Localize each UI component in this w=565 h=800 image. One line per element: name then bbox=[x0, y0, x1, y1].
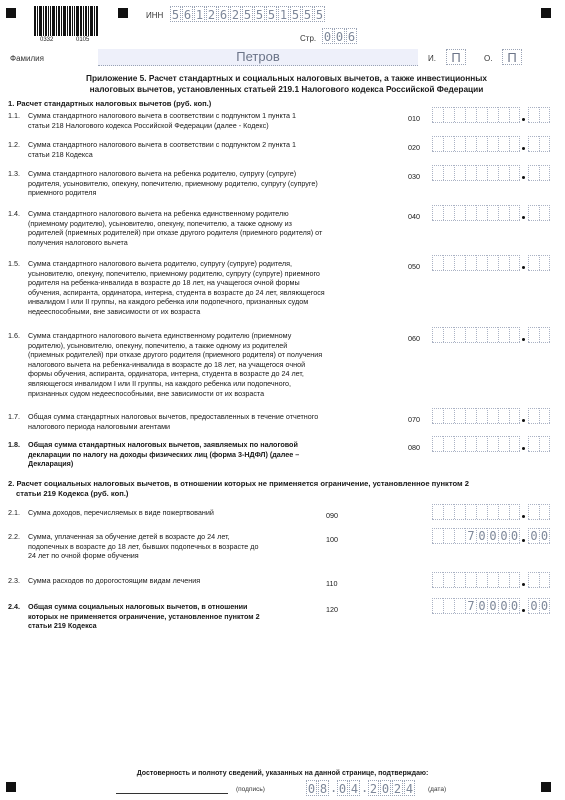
row-description bbox=[28, 602, 318, 631]
date-char-cell[interactable]: . bbox=[361, 781, 369, 795]
barcode-number-right: 0105 bbox=[76, 37, 90, 43]
date-char-cell[interactable]: 2 bbox=[369, 782, 378, 796]
decimal-point bbox=[520, 409, 528, 424]
amount-rub-cell[interactable]: 7 bbox=[465, 598, 476, 613]
amount-kop-cell[interactable] bbox=[539, 255, 550, 270]
amount-rub-cell[interactable] bbox=[454, 136, 465, 151]
amount-rub-cell[interactable] bbox=[432, 504, 443, 519]
amount-rub-cell[interactable] bbox=[443, 255, 454, 270]
amount-rub-cell[interactable] bbox=[476, 136, 487, 151]
amount-rub-cell[interactable]: 0 bbox=[487, 528, 498, 543]
amount-rub-cell[interactable] bbox=[465, 408, 476, 423]
amount-rub-cell[interactable] bbox=[487, 255, 498, 270]
row-description-line: (приемному родителю), усыновителю, опекуну, попечителю, а также одному из bbox=[28, 218, 292, 228]
amount-kop-cell[interactable]: 0 bbox=[540, 599, 549, 613]
amount-rub-cell[interactable] bbox=[443, 504, 454, 519]
amount-kop-cell[interactable] bbox=[528, 136, 539, 151]
row-code: 020 bbox=[408, 143, 420, 152]
amount-rub-cell[interactable] bbox=[476, 205, 487, 220]
amount-kop-cell[interactable]: 0 bbox=[528, 598, 539, 613]
amount-rub-cell[interactable]: 0 bbox=[476, 528, 487, 543]
row-description bbox=[28, 440, 400, 469]
row-description-line: статьи 218 Кодекса bbox=[28, 149, 93, 159]
amount-rub-cell[interactable] bbox=[454, 205, 465, 220]
amount-rub-cell[interactable] bbox=[498, 136, 509, 151]
surname-label: Фамилия bbox=[10, 54, 44, 63]
row-code: 090 bbox=[326, 511, 338, 520]
inn-digit-cell[interactable]: 1 bbox=[279, 8, 288, 22]
amount-rub-cell[interactable] bbox=[432, 165, 443, 180]
amount-rub-cell[interactable] bbox=[476, 107, 487, 122]
appendix-title bbox=[34, 73, 539, 95]
amount-rub-cell[interactable] bbox=[509, 205, 520, 220]
inn-digit-cell[interactable]: 6 bbox=[183, 8, 192, 22]
row-description-line: 24 лет по очной форме обучения bbox=[28, 551, 139, 561]
amount-kop-cell[interactable] bbox=[539, 165, 550, 180]
amount-rub-cell[interactable] bbox=[432, 205, 443, 220]
barcode-number-left: 0332 bbox=[40, 37, 54, 43]
amount-rub-cell[interactable] bbox=[432, 436, 443, 451]
amount-rub-cell[interactable] bbox=[509, 136, 520, 151]
amount-rub-cell[interactable] bbox=[498, 165, 509, 180]
row-description bbox=[28, 508, 318, 518]
amount-rub-cell[interactable] bbox=[487, 165, 498, 180]
amount-rub-cell[interactable] bbox=[498, 504, 509, 519]
row-description-line: Сумма стандартного налогового вычета в соответствии с подпунктом 2 пункта 1 bbox=[28, 140, 296, 149]
amount-rub-cell[interactable] bbox=[443, 205, 454, 220]
amount-rub-cell[interactable] bbox=[454, 327, 465, 342]
amount-rub-cell[interactable] bbox=[498, 107, 509, 122]
row-description-line: статьи 219 Кодекса bbox=[28, 621, 97, 631]
row-number: 1.7. bbox=[8, 412, 20, 421]
amount-rub-cell[interactable] bbox=[465, 327, 476, 342]
amount-rub-cell[interactable] bbox=[509, 107, 520, 122]
row-number: 1.1. bbox=[8, 111, 20, 120]
amount-rub-cell[interactable] bbox=[465, 107, 476, 122]
row-description-line: получения налогового вычета bbox=[28, 237, 128, 247]
amount-rub-cell[interactable] bbox=[454, 255, 465, 270]
row-number: 2.4. bbox=[8, 602, 20, 611]
row-code: 120 bbox=[326, 605, 338, 614]
row-description-line: формы обучения, аспиранта, ординатора, интерна, студента в возрасте до 24 лет, bbox=[28, 369, 304, 379]
date-field[interactable] bbox=[306, 780, 416, 796]
row-description-line: родителей (приемных родителей) при отказе другого родителя (приемного родителя) от bbox=[28, 228, 323, 238]
signature-line[interactable] bbox=[116, 792, 228, 794]
decimal-point bbox=[520, 166, 528, 181]
row-code: 060 bbox=[408, 334, 420, 343]
amount-kop-cell[interactable] bbox=[528, 436, 539, 451]
amount-field[interactable] bbox=[432, 504, 550, 520]
row-description bbox=[28, 140, 400, 159]
decimal-point bbox=[520, 328, 528, 343]
row-number: 2.1. bbox=[8, 508, 20, 517]
corner-marker-bottom-right bbox=[541, 782, 551, 792]
amount-rub-cell[interactable] bbox=[454, 408, 465, 423]
row-description-line: (приемных родителей) при отказе другого родителя (приемного родителя) от получения bbox=[28, 350, 323, 360]
amount-rub-cell[interactable] bbox=[443, 528, 454, 543]
amount-rub-cell[interactable] bbox=[465, 165, 476, 180]
amount-rub-cell[interactable] bbox=[454, 572, 465, 587]
amount-rub-cell[interactable] bbox=[432, 327, 443, 342]
decimal-point bbox=[520, 529, 528, 544]
page-digit-cell[interactable]: 6 bbox=[347, 30, 356, 44]
amount-rub-cell[interactable]: 0 bbox=[498, 528, 509, 543]
inn-digit-cell[interactable]: 5 bbox=[303, 8, 312, 22]
decimal-point bbox=[520, 599, 528, 614]
amount-rub-cell[interactable] bbox=[487, 436, 498, 451]
date-char-cell[interactable]: 2 bbox=[393, 782, 402, 796]
inn-label: ИНН bbox=[146, 11, 164, 20]
amount-rub-cell[interactable] bbox=[443, 165, 454, 180]
amount-kop-cell[interactable] bbox=[528, 504, 539, 519]
row-code: 030 bbox=[408, 172, 420, 181]
page-digit-cell[interactable]: 0 bbox=[335, 30, 344, 44]
row-description bbox=[28, 209, 400, 247]
row-description-line: Сумма стандартного налогового вычета единственному родителю (приемному bbox=[28, 331, 292, 340]
row-number: 1.5. bbox=[8, 259, 20, 268]
amount-rub-cell[interactable] bbox=[465, 572, 476, 587]
amount-rub-cell[interactable] bbox=[509, 436, 520, 451]
amount-rub-cell[interactable] bbox=[509, 572, 520, 587]
page-label: Стр. bbox=[300, 34, 317, 43]
row-description-line: налогового вычета на ребенка-инвалида в возрасте до 18 лет, на учащегося очной bbox=[28, 359, 306, 369]
page-digit-cell[interactable]: 0 bbox=[323, 30, 332, 44]
amount-rub-cell[interactable] bbox=[465, 255, 476, 270]
amount-rub-cell[interactable] bbox=[443, 136, 454, 151]
amount-rub-cell[interactable] bbox=[476, 504, 487, 519]
corner-marker-top-mid bbox=[118, 8, 128, 18]
row-number: 1.8. bbox=[8, 440, 20, 449]
row-description-line: подопечных в возрасте до 18 лет, бывших подопечных в возрасте до bbox=[28, 541, 259, 551]
row-description-line: инвалидом I или II группы, на каждого ребенка или подопечного, признанных судом bbox=[28, 297, 309, 307]
amount-rub-cell[interactable] bbox=[454, 165, 465, 180]
amount-kop-cell[interactable] bbox=[539, 408, 550, 423]
amount-rub-cell[interactable] bbox=[487, 205, 498, 220]
row-description-line: Сумма стандартного налогового вычета в соответствии с подпунктом 1 пункта 1 bbox=[28, 111, 296, 120]
amount-field[interactable] bbox=[432, 528, 550, 544]
decimal-point bbox=[520, 437, 528, 452]
barcode-image bbox=[34, 6, 98, 36]
amount-rub-cell[interactable]: 0 bbox=[510, 599, 519, 613]
amount-rub-cell[interactable] bbox=[498, 205, 509, 220]
amount-kop-cell[interactable] bbox=[539, 504, 550, 519]
row-description bbox=[28, 532, 318, 561]
amount-kop-cell[interactable] bbox=[528, 408, 539, 423]
amount-rub-cell[interactable] bbox=[432, 528, 443, 543]
amount-field[interactable] bbox=[432, 436, 550, 452]
inn-digit-cell[interactable]: 5 bbox=[171, 8, 180, 22]
date-char-cell[interactable]: 4 bbox=[350, 782, 359, 796]
amount-rub-cell[interactable] bbox=[487, 408, 498, 423]
amount-rub-cell[interactable] bbox=[465, 436, 476, 451]
row-number: 1.4. bbox=[8, 209, 20, 218]
decimal-point bbox=[520, 137, 528, 152]
decimal-point bbox=[520, 505, 528, 520]
amount-rub-cell[interactable]: 0 bbox=[487, 598, 498, 613]
initial-i-field[interactable]: П bbox=[446, 49, 466, 65]
amount-rub-cell[interactable] bbox=[509, 165, 520, 180]
row-number: 2.3. bbox=[8, 576, 20, 585]
appendix-title-line1: Приложение 5. Расчет стандартных и социальных налоговых вычетов, а также инвестиционных bbox=[86, 73, 487, 83]
section2-heading-line2: статьи 219 Кодекса (руб. коп.) bbox=[16, 489, 129, 498]
amount-field[interactable] bbox=[432, 408, 550, 424]
amount-rub-cell[interactable] bbox=[454, 504, 465, 519]
decimal-point bbox=[520, 108, 528, 123]
date-char-cell[interactable]: 8 bbox=[319, 782, 328, 796]
amount-field[interactable] bbox=[432, 327, 550, 343]
amount-rub-cell[interactable] bbox=[487, 327, 498, 342]
amount-kop-cell[interactable] bbox=[528, 107, 539, 122]
section1-heading: 1. Расчет стандартных налоговых вычетов (руб. коп.) bbox=[8, 99, 212, 108]
amount-kop-cell[interactable] bbox=[539, 436, 550, 451]
amount-rub-cell[interactable] bbox=[498, 327, 509, 342]
row-description-line: усыновителю, опекуну, попечителю, приемному родителю, супругу (супруге) приемного bbox=[28, 268, 320, 278]
row-description-line: обучения, аспиранта, ординатора, интерна, студента в возрасте до 24 лет, являющегося bbox=[28, 287, 325, 297]
row-description-line: родителю), усыновителю, опекуну, попечителю, а также одному из родителей bbox=[28, 340, 288, 350]
row-description bbox=[28, 576, 318, 586]
amount-rub-cell[interactable] bbox=[498, 572, 509, 587]
row-description bbox=[28, 259, 400, 317]
signature-label: (подпись) bbox=[236, 786, 265, 793]
row-code: 050 bbox=[408, 262, 420, 271]
row-description-line: родителя на ребенка-инвалида в возрасте до 18 лет, на учащегося очной формы bbox=[28, 278, 300, 288]
amount-kop-cell[interactable]: 0 bbox=[540, 529, 549, 543]
amount-rub-cell[interactable] bbox=[476, 408, 487, 423]
row-description-line: Сумма расходов по дорогостоящим видам лечения bbox=[28, 576, 201, 585]
amount-rub-cell[interactable] bbox=[432, 107, 443, 122]
amount-field[interactable] bbox=[432, 107, 550, 123]
row-description-line: Декларация) bbox=[28, 459, 74, 469]
row-description-line: недееспособными, вне зависимости от их возраста bbox=[28, 306, 201, 316]
row-description-line: Общая сумма стандартных налоговых вычетов, предоставленных в течение отчетного bbox=[28, 412, 319, 421]
amount-rub-cell[interactable] bbox=[487, 136, 498, 151]
row-description-line: Сумма, уплаченная за обучение детей в возрасте до 24 лет, bbox=[28, 532, 230, 541]
amount-rub-cell[interactable] bbox=[465, 504, 476, 519]
row-number: 1.3. bbox=[8, 169, 20, 178]
amount-rub-cell[interactable] bbox=[487, 107, 498, 122]
date-char-cell[interactable]: 4 bbox=[405, 782, 414, 796]
corner-marker-top-right bbox=[541, 8, 551, 18]
row-code: 100 bbox=[326, 535, 338, 544]
amount-rub-cell[interactable] bbox=[476, 436, 487, 451]
amount-rub-cell[interactable] bbox=[498, 436, 509, 451]
date-char-cell[interactable]: 0 bbox=[338, 782, 347, 796]
amount-kop-cell[interactable] bbox=[539, 107, 550, 122]
amount-rub-cell[interactable] bbox=[432, 598, 443, 613]
amount-rub-cell[interactable] bbox=[487, 504, 498, 519]
initial-i-label: И. bbox=[428, 54, 436, 63]
date-label: (дата) bbox=[428, 786, 447, 793]
amount-rub-cell[interactable] bbox=[454, 107, 465, 122]
amount-rub-cell[interactable] bbox=[509, 327, 520, 342]
amount-rub-cell[interactable] bbox=[454, 598, 465, 613]
row-number: 1.2. bbox=[8, 140, 20, 149]
confirmation-text: Достоверность и полноту сведений, указанных на данной странице, подтверждаю: bbox=[136, 770, 429, 777]
decimal-point bbox=[520, 256, 528, 271]
amount-rub-cell[interactable]: 0 bbox=[510, 529, 519, 543]
inn-digit-cell[interactable]: 5 bbox=[243, 8, 252, 22]
inn-digit-cell[interactable]: 5 bbox=[267, 8, 276, 22]
date-char-cell[interactable]: . bbox=[330, 781, 338, 795]
amount-kop-cell[interactable] bbox=[539, 327, 550, 342]
amount-rub-cell[interactable] bbox=[509, 504, 520, 519]
initial-o-label: О. bbox=[484, 54, 493, 63]
amount-rub-cell[interactable] bbox=[509, 255, 520, 270]
amount-kop-cell[interactable] bbox=[539, 205, 550, 220]
row-description-line: Общая сумма стандартных налоговых вычетов, заявляемых по налоговой bbox=[28, 440, 298, 449]
amount-rub-cell[interactable]: 0 bbox=[498, 598, 509, 613]
amount-rub-cell[interactable] bbox=[465, 205, 476, 220]
amount-rub-cell[interactable] bbox=[465, 136, 476, 151]
amount-rub-cell[interactable] bbox=[443, 436, 454, 451]
amount-field[interactable] bbox=[432, 165, 550, 181]
amount-field[interactable] bbox=[432, 205, 550, 221]
amount-kop-cell[interactable]: 0 bbox=[528, 528, 539, 543]
row-description-line: приемного родителя bbox=[28, 188, 97, 198]
amount-kop-cell[interactable] bbox=[528, 165, 539, 180]
inn-digit-cell[interactable]: 5 bbox=[255, 8, 264, 22]
amount-field[interactable] bbox=[432, 255, 550, 271]
amount-kop-cell[interactable] bbox=[528, 255, 539, 270]
row-description bbox=[28, 331, 400, 398]
corner-marker-bottom-left bbox=[6, 782, 16, 792]
inn-digit-cell[interactable]: 6 bbox=[219, 8, 228, 22]
amount-rub-cell[interactable] bbox=[432, 408, 443, 423]
amount-rub-cell[interactable] bbox=[476, 255, 487, 270]
row-code: 110 bbox=[326, 579, 338, 588]
row-description-line: налогового периода налоговыми агентами bbox=[28, 421, 171, 431]
date-char-cell[interactable]: 0 bbox=[307, 782, 316, 796]
section2-heading-line1: 2. Расчет социальных налоговых вычетов, в отношении которых не применяется ограничение, установленное пунктом 2 bbox=[8, 479, 469, 488]
amount-rub-cell[interactable] bbox=[443, 327, 454, 342]
amount-kop-cell[interactable] bbox=[528, 327, 539, 342]
amount-rub-cell[interactable] bbox=[476, 327, 487, 342]
row-description-line: Сумма стандартного налогового вычета на ребенка родителю, супругу (супруге) bbox=[28, 169, 297, 178]
decimal-point bbox=[520, 206, 528, 221]
row-description-line: являющегося инвалидом I или II группы, на каждого ребенка или подопечного, bbox=[28, 378, 292, 388]
surname-field[interactable]: Петров bbox=[98, 49, 418, 66]
row-code: 010 bbox=[408, 114, 420, 123]
row-code: 080 bbox=[408, 443, 420, 452]
amount-rub-cell[interactable] bbox=[454, 436, 465, 451]
amount-field[interactable] bbox=[432, 572, 550, 588]
row-number: 1.6. bbox=[8, 331, 20, 340]
amount-rub-cell[interactable] bbox=[443, 598, 454, 613]
row-code: 040 bbox=[408, 212, 420, 221]
appendix-title-line2: налоговых вычетов, установленных статьей 219.1 Налогового кодекса Российской Федерации bbox=[89, 84, 484, 94]
inn-field[interactable] bbox=[170, 6, 326, 22]
amount-rub-cell[interactable] bbox=[432, 572, 443, 587]
amount-rub-cell[interactable] bbox=[487, 572, 498, 587]
amount-kop-cell[interactable] bbox=[528, 572, 539, 587]
amount-rub-cell[interactable] bbox=[476, 572, 487, 587]
decimal-point bbox=[520, 573, 528, 588]
row-description bbox=[28, 412, 400, 431]
row-description bbox=[28, 111, 400, 130]
amount-rub-cell[interactable] bbox=[454, 528, 465, 543]
section2-heading bbox=[8, 479, 469, 499]
amount-field[interactable] bbox=[432, 136, 550, 152]
amount-rub-cell[interactable] bbox=[509, 408, 520, 423]
amount-rub-cell[interactable] bbox=[476, 165, 487, 180]
inn-digit-cell[interactable]: 5 bbox=[315, 8, 324, 22]
amount-rub-cell[interactable] bbox=[443, 408, 454, 423]
row-description-line: Сумма стандартного налогового вычета на ребенка единственному родителю bbox=[28, 209, 289, 218]
corner-marker-top-left bbox=[6, 8, 16, 18]
page-number-field[interactable] bbox=[322, 28, 358, 44]
amount-field[interactable] bbox=[432, 598, 550, 614]
row-description-line: признанных судом недееспособными, вне зависимости от их возраста bbox=[28, 388, 265, 398]
row-description-line: которых не применяется ограничение, установленное пунктом 2 bbox=[28, 611, 260, 621]
amount-kop-cell[interactable] bbox=[528, 205, 539, 220]
amount-rub-cell[interactable]: 7 bbox=[465, 528, 476, 543]
amount-rub-cell[interactable] bbox=[443, 572, 454, 587]
row-number: 2.2. bbox=[8, 532, 20, 541]
initial-o-field[interactable]: П bbox=[502, 49, 522, 65]
row-description-line: статьи 218 Налогового кодекса Российской Федерации (далее - Кодекс) bbox=[28, 120, 269, 130]
row-description-line: родителя, усыновителю, опекуну, попечителю, приемному родителю, супругу (супруге) bbox=[28, 178, 318, 188]
row-description-line: Сумма доходов, перечисляемых в виде пожертвований bbox=[28, 508, 214, 517]
row-code: 070 bbox=[408, 415, 420, 424]
row-description bbox=[28, 169, 400, 198]
inn-digit-cell[interactable]: 1 bbox=[195, 8, 204, 22]
row-description-line: Общая сумма социальных налоговых вычетов, в отношении bbox=[28, 602, 248, 611]
amount-rub-cell[interactable] bbox=[432, 136, 443, 151]
row-description-line: декларации по налогу на доходы физических лиц (форма 3-НДФЛ) (далее – bbox=[28, 449, 300, 459]
inn-digit-cell[interactable]: 5 bbox=[291, 8, 300, 22]
inn-digit-cell[interactable]: 2 bbox=[207, 8, 216, 22]
amount-rub-cell[interactable] bbox=[498, 408, 509, 423]
amount-rub-cell[interactable] bbox=[432, 255, 443, 270]
amount-kop-cell[interactable] bbox=[539, 572, 550, 587]
amount-rub-cell[interactable] bbox=[498, 255, 509, 270]
row-description-line: Сумма стандартного налогового вычета родителю, супругу (супруге) родителя, bbox=[28, 259, 293, 268]
amount-rub-cell[interactable] bbox=[443, 107, 454, 122]
amount-kop-cell[interactable] bbox=[539, 136, 550, 151]
amount-rub-cell[interactable]: 0 bbox=[476, 598, 487, 613]
inn-digit-cell[interactable]: 2 bbox=[231, 8, 240, 22]
date-char-cell[interactable]: 0 bbox=[381, 782, 390, 796]
